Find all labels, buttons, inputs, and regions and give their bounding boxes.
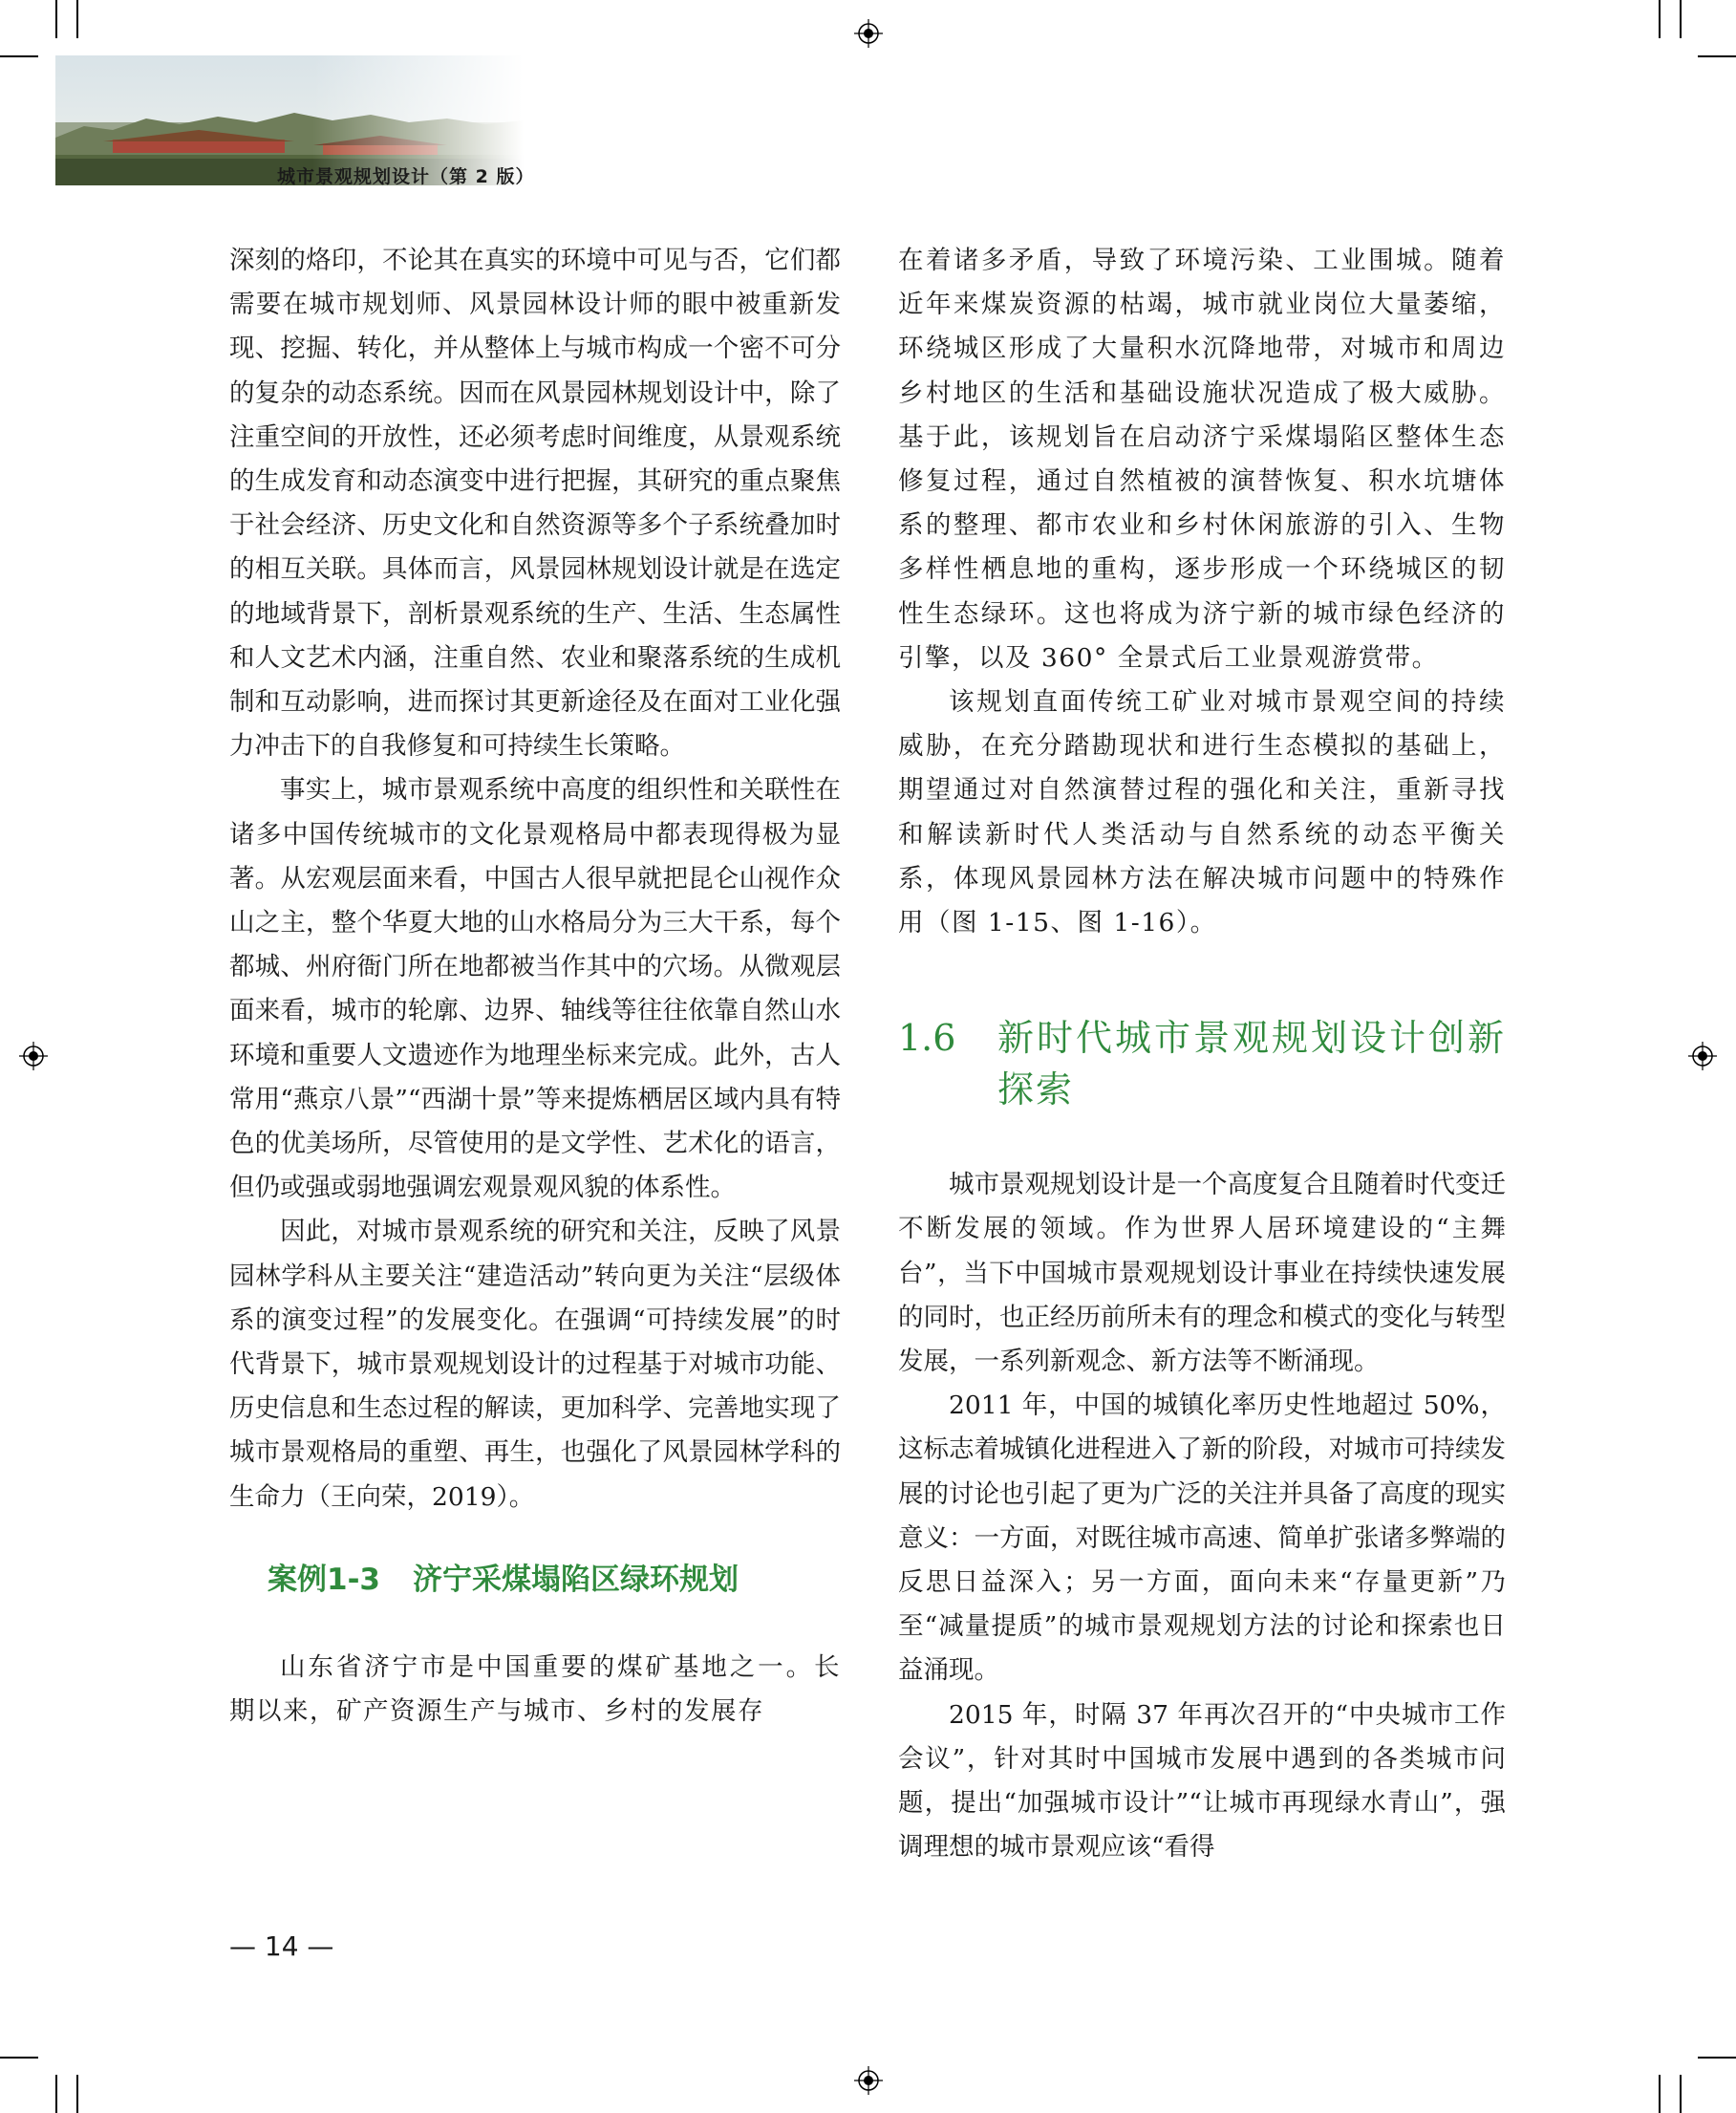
paragraph: 深刻的烙印，不论其在真实的环境中可见与否，它们都需要在城市规划师、风景园林设计师的眼中被重新发现、挖掘、转化，并从整体上与城市构成一个密不可分的复杂的动态系统。因而在风景园林规划设计中，除了注重空间的开放性，还必须考虑时间维度，从景观系统的生成发育和动态演变中进行把握，其研究的重点聚焦于社会经济、历史文化和自然资源等多个子系统叠加时的相互关联。具体而言，风景园林规划设计就是在选定的地域背景下，剖析景观系统的生产、生活、生态属性和人文艺术内涵，注重自然、农业和聚落系统的生成机制和互动影响，进而探讨其更新途径及在面对工业化强力冲击下的自我修复和可持续生长策略。: [229, 246, 841, 762]
right-column: [898, 239, 1506, 1870]
paragraph: 2015 年，时隔 37 年再次召开的“中央城市工作会议”，针对其时中国城市发展中遇到的各类城市问题，提出“加强城市设计”“让城市再现绿水青山”，强调理想的城市景观应该“看得: [898, 1699, 1506, 1863]
registration-mark-icon: [854, 2066, 883, 2095]
crop-mark: [1659, 0, 1661, 38]
case-title: 济宁采煤塌陷区绿环规划: [413, 1562, 739, 1597]
case-paragraph: 山东省济宁市是中国重要的煤矿基地之一。长期以来，矿产资源生产与城市、乡村的发展存: [229, 1651, 841, 1727]
crop-mark: [0, 2057, 38, 2059]
paragraph: 因此，对城市景观系统的研究和关注，反映了风景园林学科从主要关注“建造活动”转向更为关注“层级体系的演变过程”的发展变化。在强调“可持续发展”的时代背景下，城市景观规划设计的过程基于对城市功能、历史信息和生态过程的解读，更加科学、完善地实现了城市景观格局的重塑、再生，也强化了风景园林学科的生命力（王向荣，2019）。: [229, 1217, 841, 1512]
crop-mark: [76, 2075, 78, 2113]
section-heading: [898, 1012, 1506, 1115]
registration-mark-icon: [854, 19, 883, 48]
case-number: 案例1-3: [268, 1562, 381, 1597]
left-column: [229, 239, 841, 1734]
registration-mark-icon: [19, 1042, 48, 1070]
crop-mark: [76, 0, 78, 38]
page-number: — 14 —: [229, 1930, 334, 1962]
crop-mark: [1698, 2057, 1736, 2059]
running-header-title: 城市景观规划设计（第 2 版）: [277, 166, 535, 187]
crop-mark: [1680, 2075, 1682, 2113]
case-paragraph: 该规划直面传统工矿业对城市景观空间的持续威胁，在充分踏勘现状和进行生态模拟的基础上，期望通过对自然演替过程的强化和关注，重新寻找和解读新时代人类活动与自然系统的动态平衡关系，体现风景园林方法在解决城市问题中的特殊作用（图 1-15、图 1-16）。: [898, 687, 1506, 938]
section-number: 1.6: [898, 1017, 956, 1060]
section-title: 新时代城市景观规划设计创新探索: [997, 1017, 1506, 1111]
crop-mark: [55, 2075, 57, 2113]
crop-mark: [1680, 0, 1682, 38]
paragraph: 2011 年，中国的城镇化率历史性地超过 50%，这标志着城镇化进程进入了新的阶段，对城市可持续发展的讨论也引起了更为广泛的关注并具备了高度的现实意义：一方面，对既往城市高速、简单扩张诸多弊端的反思日益深入；另一方面，面向未来“存量更新”乃至“减量提质”的城市景观规划方法的讨论和探索也日益涌现。: [898, 1391, 1506, 1686]
registration-mark-icon: [1688, 1042, 1717, 1070]
case-heading: [268, 1558, 841, 1602]
case-paragraph: 在着诸多矛盾，导致了环境污染、工业围城。随着近年来煤炭资源的枯竭，城市就业岗位大量萎缩，环绕城区形成了大量积水沉降地带，对城市和周边乡村地区的生活和基础设施状况造成了极大威胁。基于此，该规划旨在启动济宁采煤塌陷区整体生态修复过程，通过自然植被的演替恢复、积水坑塘体系的整理、都市农业和乡村休闲旅游的引入、生物多样性栖息地的重构，逐步形成一个环绕城区的韧性生态绿环。这也将成为济宁新的城市绿色经济的引擎，以及 360° 全景式后工业景观游赏带。: [898, 246, 1506, 673]
paragraph: 事实上，城市景观系统中高度的组织性和关联性在诸多中国传统城市的文化景观格局中都表现得极为显著。从宏观层面来看，中国古人很早就把昆仑山视作众山之主，整个华夏大地的山水格局分为三大干系，每个都城、州府衙门所在地都被当作其中的穴场。从微观层面来看，城市的轮廓、边界、轴线等往往依靠自然山水环境和重要人文遗迹作为地理坐标来完成。此外，古人常用“燕京八景”“西湖十景”等来提炼栖居区域内具有特色的优美场所，尽管使用的是文学性、艺术化的语言，但仍或强或弱地强调宏观景观风貌的体系性。: [229, 775, 841, 1203]
crop-mark: [1659, 2075, 1661, 2113]
crop-mark: [0, 55, 38, 57]
crop-mark: [1698, 55, 1736, 57]
crop-mark: [55, 0, 57, 38]
paragraph: 城市景观规划设计是一个高度复合且随着时代变迁不断发展的领域。作为世界人居环境建设的“主舞台”，当下中国城市景观规划设计事业在持续快速发展的同时，也正经历前所未有的理念和模式的变化与转型发展，一系列新观念、新方法等不断涌现。: [898, 1170, 1506, 1377]
